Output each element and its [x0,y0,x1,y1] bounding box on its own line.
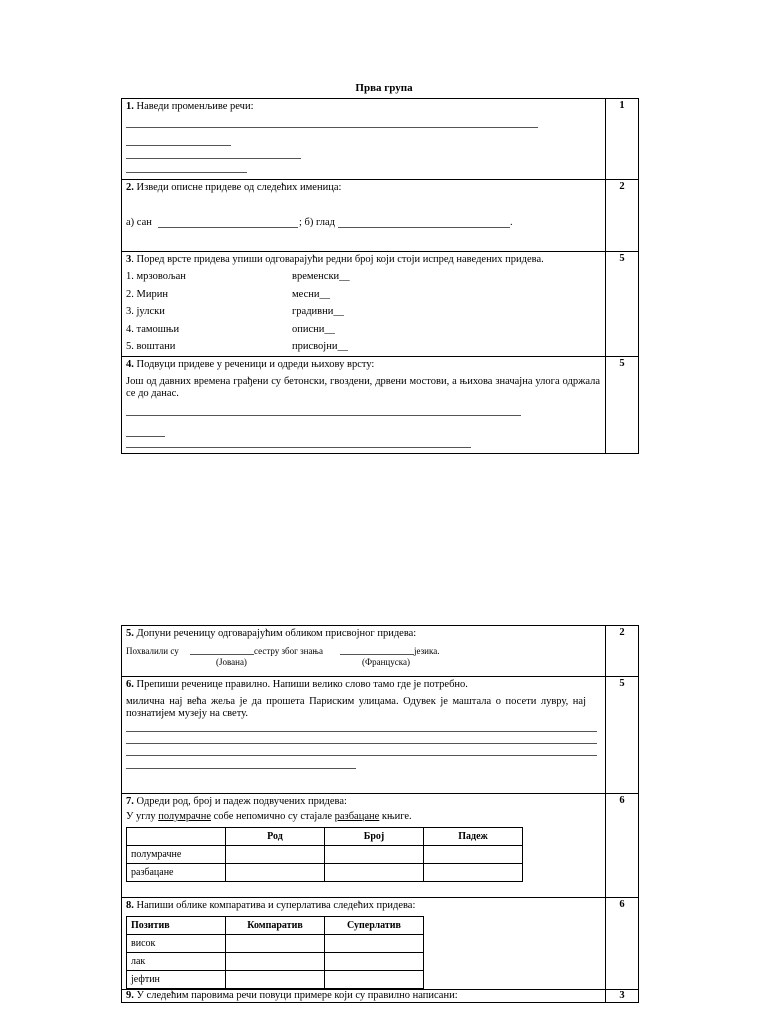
question-text: . Поред врсте придева упиши одговарајући редни број који стоји испред наведених придева. [131,254,544,265]
comparison-table-row [127,935,424,953]
answer-line[interactable] [126,768,356,769]
answer-cell[interactable] [424,864,523,882]
question-row-1 [122,99,639,180]
question-prompt [126,796,347,808]
answer-prompt-b: ; б) глад [299,217,336,228]
comparison-table-header [127,917,424,935]
adjective-item: 1. мрзовољан [126,271,186,282]
adjective-type-item[interactable]: градивни__ [292,306,344,317]
question-number: 4. [126,359,134,370]
adjective-type-item[interactable]: месни__ [292,289,330,300]
question-number: 9. [126,990,134,1001]
question-prompt [126,900,415,912]
answer-cell[interactable] [424,846,523,864]
answer-line-b[interactable] [338,227,510,228]
header-cell [127,828,226,846]
question-number: 3 [126,254,132,265]
answer-cell[interactable] [325,935,424,953]
points-cell: 1 [606,99,639,180]
header-cell: Суперлатив [325,917,424,935]
question-cell [122,180,606,252]
answer-line[interactable] [126,731,597,732]
question-prompt [126,182,341,194]
question-cell [122,898,606,990]
answer-cell[interactable] [325,864,424,882]
adjective-item: 3. јулски [126,306,165,317]
adjective-item: 2. Мирин [126,289,168,300]
answer-cell[interactable] [226,864,325,882]
question-prompt [126,359,374,371]
question-sentence: милична нај већа жеља је да прошета Париским улицама. Одувек је маштала о посети лувру, нај познатијем музеју на свету. [126,696,586,719]
answer-line[interactable] [126,436,165,437]
question-prompt [122,990,605,1002]
points-cell: 6 [606,794,639,898]
row-label: лак [127,953,226,971]
comparison-table-row [127,971,424,989]
question-cell [122,357,606,454]
question-number: 8. [126,900,134,911]
question-text: Наведи променљиве речи: [133,101,254,112]
grammar-table [126,827,523,882]
question-cell [122,99,606,180]
question-text: У следећим паровима речи повуци примере који су правилно написани: [133,990,458,1001]
answer-line[interactable] [126,447,471,448]
question-row-3 [122,252,639,357]
adjective-item: 4. тамошњи [126,324,180,335]
question-row-5 [122,626,639,677]
question-text: Изведи описне придеве од следећих именица: [133,182,342,193]
points-cell: 6 [606,898,639,990]
answer-line-1[interactable] [190,654,254,655]
question-sentence: У углу полумрачне собе непомично су стајале разбацане књиге. [126,811,412,822]
question-row-4 [122,357,639,454]
question-text: Подвуци придеве у реченици и одреди њихову врсту: [133,359,375,370]
question-row-6 [122,677,639,794]
question-cell [122,626,606,677]
question-prompt [126,679,468,691]
question-text: Напиши облике компаратива и суперлатива следећих придева: [133,900,416,911]
row-label: полумрачне [127,846,226,864]
header-cell: Позитив [127,917,226,935]
header-cell: Компаратив [226,917,325,935]
points-cell: 5 [606,252,639,357]
question-prompt [126,628,416,640]
answer-line[interactable] [126,743,597,744]
answer-line-a[interactable] [158,227,298,228]
adjective-type-item[interactable]: присвојни__ [292,341,348,352]
sentence-part-1: Похвалили су [126,646,179,656]
adjective-item: 5. воштани [126,341,176,352]
grammar-table-row [127,864,523,882]
row-label: јефтин [127,971,226,989]
answer-line[interactable] [126,158,301,159]
adjective-type-item[interactable]: временски__ [292,271,350,282]
question-number: 2. [126,182,134,193]
question-number: 5. [126,628,134,639]
answer-line[interactable] [126,415,521,416]
answer-cell[interactable] [226,953,325,971]
question-prompt [126,101,254,113]
sentence-part-2: сестру због знања [254,646,323,656]
hint-1: (Јована) [216,657,247,667]
header-cell: Број [325,828,424,846]
points-cell: 5 [606,357,639,454]
question-row-8 [122,898,639,990]
question-cell [122,990,606,1003]
answer-cell[interactable] [226,935,325,953]
question-cell [122,677,606,794]
question-number: 1. [126,101,134,112]
answer-line-2[interactable] [340,654,414,655]
underlined-adjective-2: разбацане [334,811,380,822]
answer-cell[interactable] [325,971,424,989]
comparison-table [126,916,424,989]
question-table-2 [121,625,639,1003]
sentence-part-3: језика. [414,646,440,656]
question-row-7 [122,794,639,898]
question-text: Препиши реченице правилно. Напиши велико слово тамо где је потребно. [133,679,468,690]
question-sentence: Још од давних времена грађени су бетонски, гвоздени, дрвени мостови, а њихова значајна улога одржала се до данас. [126,376,600,399]
question-cell [122,252,606,357]
points-cell: 3 [606,990,639,1003]
row-label: разбацане [127,864,226,882]
question-text: Допуни реченицу одговарајућим обликом присвојног придева: [133,628,417,639]
answer-line[interactable] [126,145,231,146]
adjective-type-item[interactable]: описни__ [292,324,335,335]
question-text: Одреди род, број и падеж подвучених придева: [133,796,347,807]
question-number: 7. [126,796,134,807]
header-cell: Род [226,828,325,846]
grammar-table-row [127,846,523,864]
period: . [510,217,513,228]
page-title: Прва група [355,82,413,94]
comparison-table-row [127,953,424,971]
answer-cell[interactable] [226,846,325,864]
hint-2: (Француска) [362,657,410,667]
answer-line[interactable] [126,755,597,756]
answer-cell[interactable] [226,971,325,989]
question-number: 6. [126,679,134,690]
question-cell [122,794,606,898]
underlined-adjective-1: полумрачне [158,811,211,822]
grammar-table-header [127,828,523,846]
answer-prompt-a: а) сан [126,217,152,228]
answer-cell[interactable] [325,846,424,864]
row-label: висок [127,935,226,953]
points-cell: 2 [606,180,639,252]
question-table-1 [121,98,639,454]
question-row-2 [122,180,639,252]
points-cell: 2 [606,626,639,677]
answer-cell[interactable] [325,953,424,971]
header-cell: Падеж [424,828,523,846]
question-prompt [126,254,544,266]
question-row-9 [122,990,639,1003]
answer-line[interactable] [126,127,538,128]
answer-line[interactable] [126,172,247,173]
points-cell: 5 [606,677,639,794]
